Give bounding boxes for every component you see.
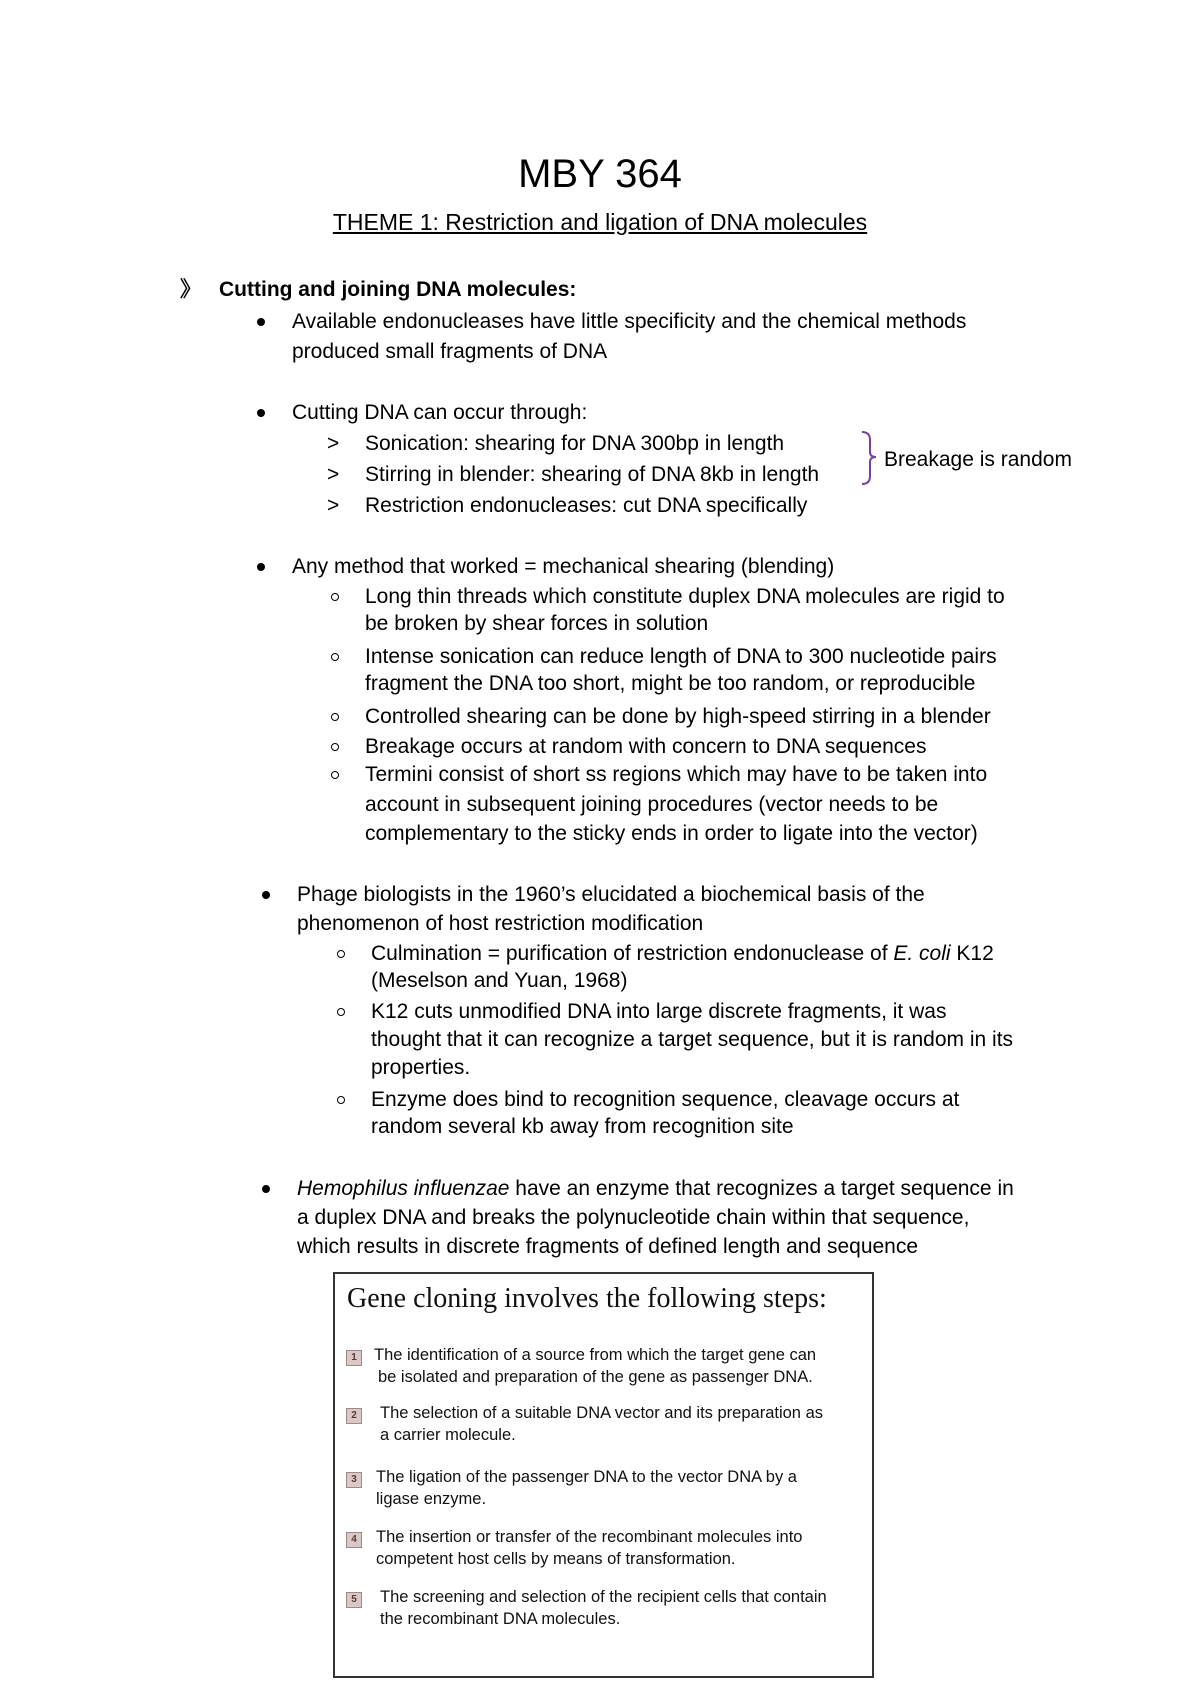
step-4-line2: competent host cells by means of transformation. bbox=[376, 1550, 736, 1568]
bullet-dot bbox=[257, 318, 265, 326]
bullet2-sub2: Stirring in blender: shearing of DNA 8kb in length bbox=[365, 463, 820, 486]
section-heading: Cutting and joining DNA molecules: bbox=[219, 278, 577, 301]
bullet4-line2: phenomenon of host restriction modification bbox=[297, 912, 704, 935]
bullet5-line1: Hemophilus influenzae have an enzyme that recognizes a target sequence in bbox=[297, 1177, 1014, 1200]
bullet5-line3: which results in discrete fragments of defined length and sequence bbox=[297, 1235, 919, 1258]
curly-bracket-icon bbox=[860, 430, 882, 486]
circle-bullet bbox=[331, 743, 339, 751]
circle-bullet bbox=[331, 713, 339, 721]
circle-bullet bbox=[331, 771, 339, 779]
step-5-line1: The screening and selection of the recipient cells that contain bbox=[380, 1588, 827, 1606]
arrow-marker: > bbox=[327, 494, 340, 517]
step-number-badge: 2 bbox=[346, 1408, 362, 1424]
bullet3-sub1-l1: Long thin threads which constitute duplex DNA molecules are rigid to bbox=[365, 585, 1005, 608]
step-number-badge: 5 bbox=[346, 1592, 362, 1608]
step-1-line2: be isolated and preparation of the gene as passenger DNA. bbox=[378, 1368, 813, 1386]
gene-cloning-figure bbox=[333, 1272, 874, 1678]
section-marker: 》 bbox=[180, 278, 201, 301]
bullet3-sub2-l2: fragment the DNA too short, might be too random, or reproducible bbox=[365, 672, 976, 695]
arrow-marker: > bbox=[327, 463, 340, 486]
bullet4-sub1-l1: Culmination = purification of restriction endonuclease of E. coli K12 bbox=[371, 942, 994, 965]
bullet5-line2: a duplex DNA and breaks the polynucleotide chain within that sequence, bbox=[297, 1206, 970, 1229]
bullet1-line1: Available endonucleases have little specificity and the chemical methods bbox=[292, 310, 967, 333]
circle-bullet bbox=[331, 653, 339, 661]
bullet-dot bbox=[262, 1185, 270, 1193]
bullet3-sub1-l2: be broken by shear forces in solution bbox=[365, 612, 709, 635]
bullet3-sub5-l3: complementary to the sticky ends in order to ligate into the vector) bbox=[365, 822, 978, 845]
bullet3-sub5-l1: Termini consist of short ss regions which may have to be taken into bbox=[365, 763, 988, 786]
circle-bullet bbox=[337, 1008, 345, 1016]
step-2-line2: a carrier molecule. bbox=[380, 1426, 516, 1444]
step-number-badge: 3 bbox=[346, 1472, 362, 1488]
circle-bullet bbox=[337, 950, 345, 958]
bullet4-sub2-l3: properties. bbox=[371, 1056, 471, 1079]
circle-bullet bbox=[331, 593, 339, 601]
bullet3-sub2-l1: Intense sonication can reduce length of DNA to 300 nucleotide pairs bbox=[365, 645, 997, 668]
circle-bullet bbox=[337, 1096, 345, 1104]
bullet4-sub3-l2: random several kb away from recognition site bbox=[371, 1115, 794, 1138]
bullet4-sub3-l1: Enzyme does bind to recognition sequence, cleavage occurs at bbox=[371, 1088, 960, 1111]
bullet3-sub4: Breakage occurs at random with concern to DNA sequences bbox=[365, 735, 927, 758]
bracket-note: Breakage is random bbox=[884, 448, 1072, 471]
step-number-badge: 1 bbox=[346, 1350, 362, 1366]
step-5-line2: the recombinant DNA molecules. bbox=[380, 1610, 621, 1628]
bullet1-line2: produced small fragments of DNA bbox=[292, 340, 608, 363]
figure-title: Gene cloning involves the following steps: bbox=[347, 1283, 827, 1314]
theme-subtitle: THEME 1: Restriction and ligation of DNA molecules bbox=[332, 209, 868, 235]
step-3-line2: ligase enzyme. bbox=[376, 1490, 487, 1508]
step-number-badge: 4 bbox=[346, 1532, 362, 1548]
bullet2-sub1: Sonication: shearing for DNA 300bp in length bbox=[365, 432, 785, 455]
bullet-dot bbox=[257, 563, 265, 571]
bullet-dot bbox=[262, 891, 270, 899]
bullet2-sub3: Restriction endonucleases: cut DNA specifically bbox=[365, 494, 808, 517]
step-4-line1: The insertion or transfer of the recombinant molecules into bbox=[376, 1528, 803, 1546]
bullet2-intro: Cutting DNA can occur through: bbox=[292, 401, 588, 424]
bullet3-sub5-l2: account in subsequent joining procedures (vector needs to be bbox=[365, 793, 939, 816]
step-3-line1: The ligation of the passenger DNA to the vector DNA by a bbox=[376, 1468, 797, 1486]
bullet4-sub2-l2: thought that it can recognize a target sequence, but it is random in its bbox=[371, 1028, 1014, 1051]
arrow-marker: > bbox=[327, 432, 340, 455]
step-1-line1: The identification of a source from which the target gene can bbox=[374, 1346, 817, 1364]
step-2-line1: The selection of a suitable DNA vector and its preparation as bbox=[380, 1404, 823, 1422]
bullet3-sub3: Controlled shearing can be done by high-speed stirring in a blender bbox=[365, 705, 991, 728]
bullet3-intro: Any method that worked = mechanical shearing (blending) bbox=[292, 555, 835, 578]
bullet4-sub2-l1: K12 cuts unmodified DNA into large discrete fragments, it was bbox=[371, 1000, 947, 1023]
bullet4-sub1-l2: (Meselson and Yuan, 1968) bbox=[371, 969, 628, 992]
bullet4-line1: Phage biologists in the 1960’s elucidated a biochemical basis of the bbox=[297, 883, 925, 906]
page-title: MBY 364 bbox=[518, 152, 682, 196]
bullet-dot bbox=[257, 409, 265, 417]
